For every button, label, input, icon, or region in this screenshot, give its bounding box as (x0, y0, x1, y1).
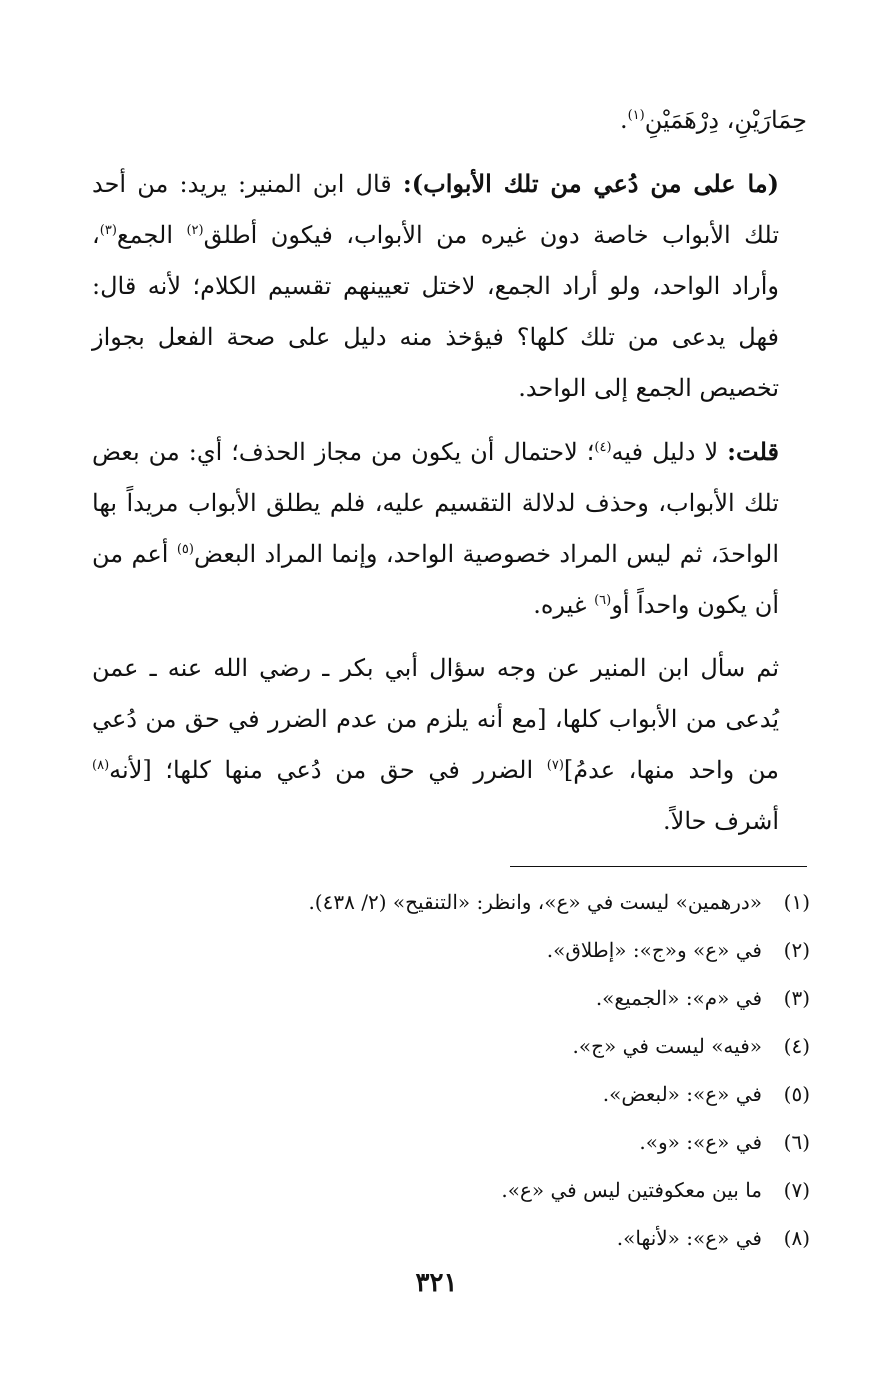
text-run: ، وأراد الواحد، ولو أراد الجمع، لاختل تعيينهم تقسيم الكلام؛ لأنه قال: فهل يدعى من تلك كلها؟ فيؤخذ منه دليل على صحة الفعل بجواز تخصيص الجمع إلى الواحد. (92, 221, 779, 402)
footnote-text: ما بين معكوفتين ليس في «ع». (501, 1178, 762, 1202)
footnote-text: «درهمين» ليست في «ع»، وانظر: «التنقيح» (٢/ ٤٣٨). (308, 890, 762, 914)
footnote-text: «فيه» ليست في «ج». (572, 1034, 762, 1058)
paragraph-heading: قلت: (727, 437, 779, 466)
text-run: لا دليل فيه (611, 438, 728, 466)
footnote-number: (٢) (783, 938, 810, 962)
text-run: . (619, 106, 628, 134)
footnote-item (300, 1070, 810, 1118)
footnote-divider (510, 866, 807, 867)
footnote-number: (٦) (783, 1130, 810, 1154)
footnote-text: في «ع» و«ج»: «إطلاق». (546, 938, 762, 962)
text-run: أشرف حالاً. (663, 807, 779, 835)
text-run: غيره. (533, 591, 595, 619)
page-number: ٣٢١ (415, 1268, 458, 1298)
footnote-ref-5[interactable]: (٥) (176, 542, 194, 557)
text-run: الجمع (116, 221, 187, 249)
footnote-ref-7[interactable]: (٧) (546, 758, 564, 773)
footnote-number: (٧) (783, 1178, 810, 1202)
footnote-number: (٤) (783, 1034, 810, 1058)
footnote-ref-3[interactable]: (٣) (99, 223, 117, 238)
text-run: ثم سأل ابن المنير عن وجه سؤال أبي بكر ـ رضي الله عنه ـ عمن يُدعى من الأبواب كلها، [مع أنه يلزم من عدم الضرر في حق من دُعي من واحد منها، عدمُ] (92, 654, 779, 784)
footnote-ref-1[interactable]: (١) (627, 108, 645, 123)
footnote-ref-4[interactable]: (٤) (594, 440, 612, 455)
footnote-text: في «ع»: «لأنها». (616, 1226, 762, 1250)
footnote-number: (٥) (783, 1082, 810, 1106)
footnote-number: (٣) (783, 986, 810, 1010)
footnote-text: في «م»: «الجميع». (595, 986, 762, 1010)
footnote-item (300, 878, 810, 926)
paragraph-continuation (92, 95, 807, 146)
footnote-item (300, 1022, 810, 1070)
footnotes-list (300, 878, 810, 1262)
text-run: حِمَارَيْنِ، دِرْهَمَيْنِ (644, 106, 807, 134)
paragraph-heading: (ما على من دُعي من تلك الأبواب): (402, 169, 779, 198)
footnote-number: (١) (783, 890, 810, 914)
footnote-ref-2[interactable]: (٢) (186, 223, 204, 238)
footnote-ref-8[interactable]: (٨) (92, 758, 110, 773)
footnote-text: في «ع»: «لبعض». (602, 1082, 762, 1106)
footnote-text: في «ع»: «و». (639, 1130, 762, 1154)
paragraph-1 (92, 158, 807, 414)
text-run: الضرر في حق من دُعي منها كلها؛ [لأنه (109, 756, 547, 784)
main-text (92, 95, 807, 847)
footnote-item (300, 974, 810, 1022)
text-run: أعم من أن يكون واحداً أو (92, 540, 779, 619)
footnote-item (300, 1214, 810, 1262)
text-run: ؛ لاحتمال أن يكون من مجاز الحذف؛ أي: من بعض تلك الأبواب، وحذف لدلالة التقسيم عليه، فلم يطلق الأبواب مريداً بها الواحدَ، ثم ليس المراد خصوصية الواحد، وإنما المراد البعض (92, 438, 780, 568)
footnote-number: (٨) (783, 1226, 810, 1250)
footnote-item (300, 926, 810, 974)
footnote-ref-6[interactable]: (٦) (594, 593, 612, 608)
text-run: قال ابن المنير: يريد: من أحد تلك الأبواب خاصة دون غيره من الأبواب، فيكون أطلق (92, 170, 779, 249)
paragraph-2 (92, 426, 807, 631)
paragraph-3 (92, 643, 807, 847)
footnote-item (300, 1118, 810, 1166)
footnote-item (300, 1166, 810, 1214)
